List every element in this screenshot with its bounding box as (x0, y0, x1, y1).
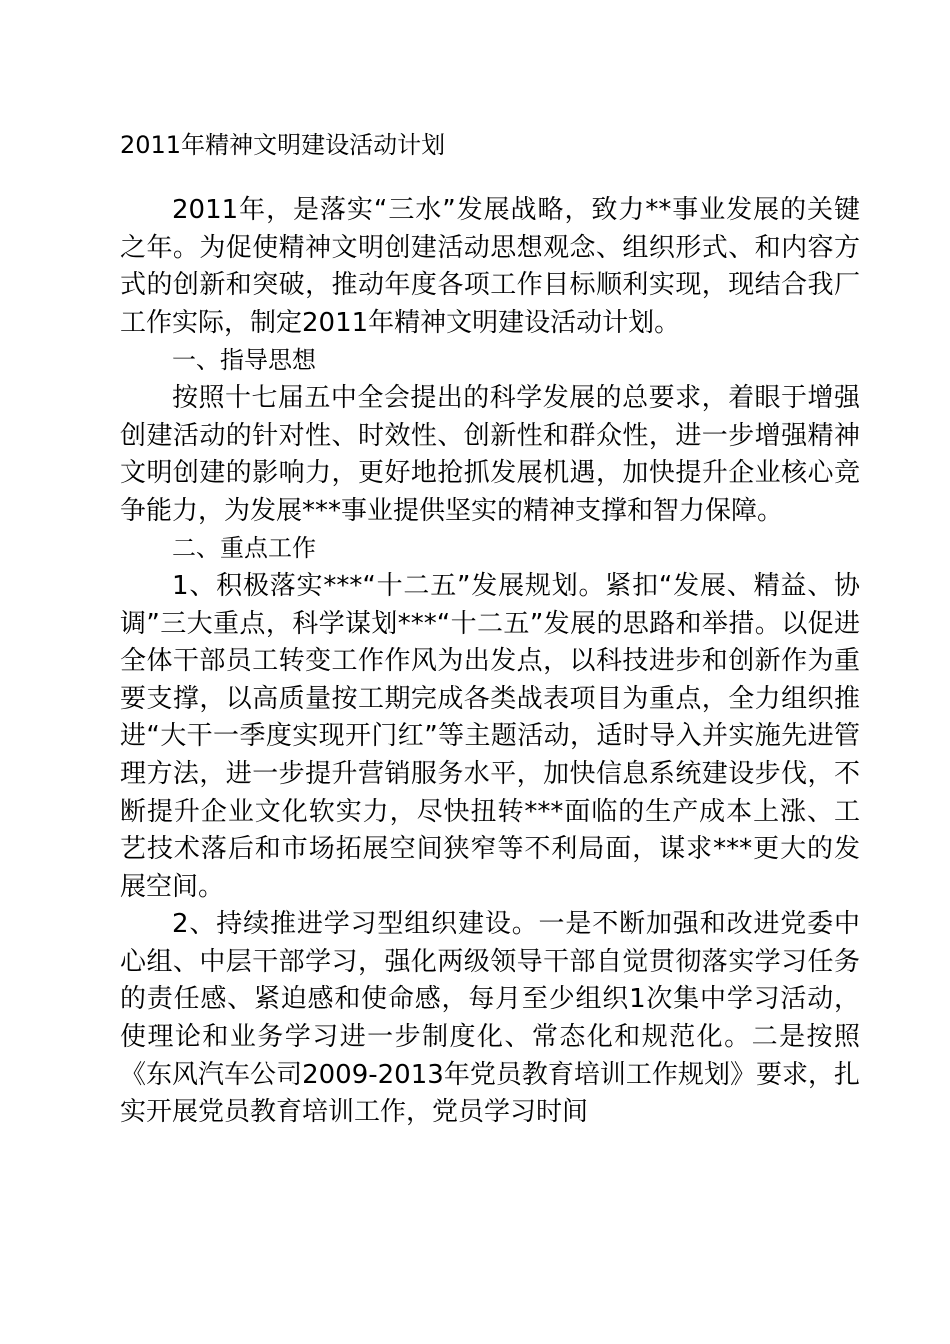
guiding-thought-paragraph: 按照十七届五中全会提出的科学发展的总要求，着眼于增强创建活动的针对性、时效性、创新性和群众性，进一步增强精神文明创建的影响力，更好地抢抓发展机遇，加快提升企业核心竞争能力，为发展***事业提供坚实的精神支撑和智力保障。 (120, 382, 860, 526)
document-title: 2011年精神文明建设活动计划 (120, 131, 446, 159)
section-heading-key-work: 二、重点工作 (172, 534, 316, 563)
section-heading-guiding-thought: 一、指导思想 (172, 346, 316, 375)
intro-paragraph: 2011年，是落实“三水”发展战略，致力**事业发展的关键之年。为促使精神文明创建活动思想观念、组织形式、和内容方式的创新和突破，推动年度各项工作目标顺利实现，现结合我厂工作实际，制定2011年精神文明建设活动计划。 (120, 195, 860, 338)
key-work-item-1: 1、积极落实***“十二五”发展规划。紧扣“发展、精益、协调”三大重点，科学谋划***“十二五”发展的思路和举措。以促进全体干部员工转变工作作风为出发点，以科技进步和创新作为重要支撑，以高质量按工期完成各类战表项目为重点，全力组织推进“大干一季度实现开门红”等主题活动，适时导入并实施先进管理方法，进一步提升营销服务水平，加快信息系统建设步伐，不断提升企业文化软实力，尽快扭转***面临的生产成本上涨、工艺技术落后和市场拓展空间狭窄等不利局面，谋求***更大的发展空间。 (120, 570, 860, 902)
key-work-item-2: 2、持续推进学习型组织建设。一是不断加强和改进党委中心组、中层干部学习，强化两级领导干部自觉贯彻落实学习任务的责任感、紧迫感和使命感，每月至少组织1次集中学习活动，使理论和业务学习进一步制度化、常态化和规范化。二是按照《东风汽车公司2009-2013年党员教育培训工作规划》要求，扎实开展党员教育培训工作，党员学习时间 (120, 909, 860, 1128)
document-body (120, 192, 860, 1132)
